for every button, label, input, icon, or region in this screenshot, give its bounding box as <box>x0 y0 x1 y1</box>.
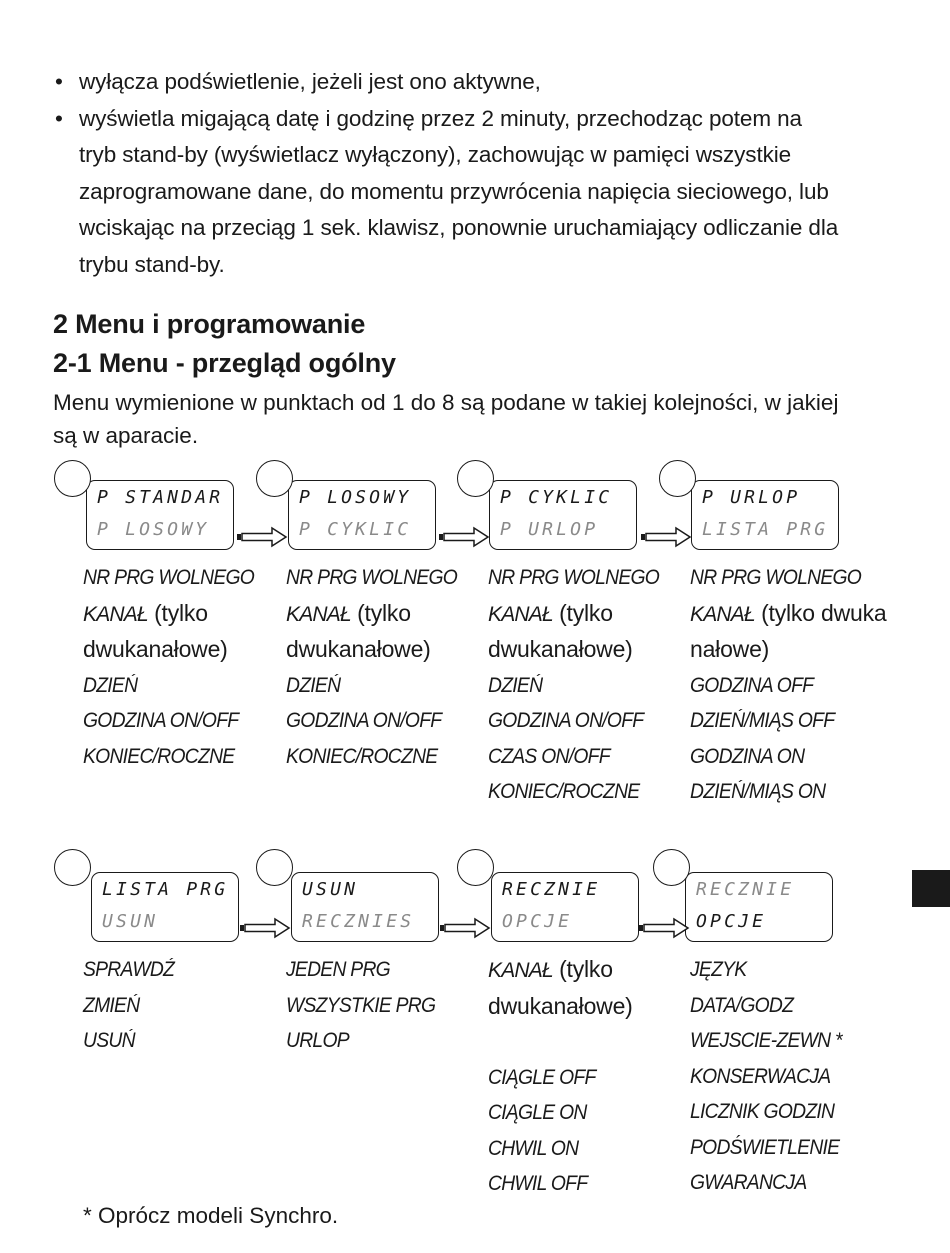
option-item: KONSERWACJA <box>690 1064 831 1088</box>
display-line-active: P LOSOWY <box>299 487 412 508</box>
option-item: CHWIL OFF <box>488 1172 588 1195</box>
footnote: * Oprócz modeli Synchro. <box>83 1203 339 1228</box>
option-item: NR PRG WOLNEGO <box>83 566 255 589</box>
display-line-active: P CYKLIC <box>500 487 613 508</box>
step-circle <box>659 460 696 497</box>
option-item: GODZINA ON <box>690 744 805 768</box>
bullet-item <box>53 64 913 101</box>
bullet-symbol: • <box>55 105 63 131</box>
menu-display-2 <box>288 480 436 550</box>
option-note: (tylko <box>552 956 613 982</box>
option-item: CHWIL ON <box>488 1136 579 1160</box>
option-item: JEDEN PRG <box>286 958 390 981</box>
display-line-active: RECZNIE <box>502 879 601 900</box>
step-circle <box>457 460 494 497</box>
display-line-active: P STANDAR <box>97 487 224 508</box>
option-item <box>690 596 930 633</box>
option-item: WSZYSTKIE PRG <box>286 993 436 1017</box>
option-item <box>488 952 688 989</box>
option-item: GODZINA ON/OFF <box>286 709 442 732</box>
bullet-list <box>53 64 913 284</box>
option-item: KONIEC/ROCZNE <box>83 744 235 768</box>
step-circle <box>256 460 293 497</box>
option-item: NR PRG WOLNEGO <box>488 566 660 589</box>
menu-6-options <box>286 952 486 1059</box>
menu-3-options <box>488 560 688 810</box>
section-heading: 2 Menu i programowanie <box>53 309 366 339</box>
bullet-symbol: • <box>55 69 63 94</box>
bullet-line: wyświetla migającą datę i godzinę przez 2 minuty, przechodząc potem na <box>79 105 802 131</box>
display-line-next: USUN <box>102 911 159 932</box>
option-item: DZIEŃ <box>488 673 543 697</box>
next-arrow-icon <box>640 526 692 548</box>
display-line-next: LISTA PRG <box>702 519 829 540</box>
option-item: URLOP <box>286 1029 349 1052</box>
option-label: KANAŁ <box>690 602 755 626</box>
option-item: DZIEŃ <box>83 673 138 697</box>
display-line-active: OPCJE <box>696 911 767 932</box>
option-item: LICZNIK GODZIN <box>690 1100 835 1123</box>
option-label: KANAŁ <box>488 959 553 982</box>
display-line-next: RECZNIES <box>302 911 415 932</box>
next-arrow-icon <box>638 917 690 939</box>
intro-paragraph <box>53 386 913 452</box>
option-item: GWARANCJA <box>690 1171 807 1194</box>
display-line-active: P URLOP <box>702 487 801 508</box>
step-circle <box>653 849 690 886</box>
menu-display-1 <box>86 480 234 550</box>
option-item: JĘZYK <box>690 958 747 981</box>
menu-2-options <box>286 560 486 774</box>
option-note: (tylko <box>350 599 411 626</box>
option-item: CIĄGLE OFF <box>488 1065 596 1089</box>
bullet-line: wciskając na przeciąg 1 sek. klawisz, ponownie uruchamiający odliczanie dla <box>79 215 839 241</box>
option-item: DZIEŃ <box>286 673 341 697</box>
option-item <box>83 596 283 633</box>
menu-1-options <box>83 560 283 774</box>
display-line-active: USUN <box>302 879 359 900</box>
display-line-next: P URLOP <box>500 519 599 540</box>
option-item <box>488 596 688 633</box>
option-item <box>286 596 486 633</box>
option-item: DZIEŃ/MIĄS ON <box>690 780 826 803</box>
bullet-item <box>53 101 913 284</box>
bullet-line: trybu stand-by. <box>79 251 225 277</box>
option-item: WEJSCIE-ZEWN * <box>690 1029 842 1052</box>
menu-8-options <box>690 952 890 1201</box>
menu-display-8 <box>685 872 833 942</box>
option-item: USUŃ <box>83 1029 135 1052</box>
intro-line: Menu wymienione w punktach od 1 do 8 są podane w takiej kolejności, w jakiej <box>53 390 839 415</box>
display-line-active: LISTA PRG <box>102 879 229 900</box>
option-item: PODŚWIETLENIE <box>690 1135 840 1159</box>
menu-5-options <box>83 952 283 1059</box>
subsection-heading: 2-1 Menu - przegląd ogólny <box>53 348 396 378</box>
menu-display-6 <box>291 872 439 942</box>
option-item: CZAS ON/OFF <box>488 744 610 768</box>
next-arrow-icon <box>438 526 490 548</box>
menu-display-7 <box>491 872 639 942</box>
step-circle <box>54 460 91 497</box>
option-item: SPRAWDŹ <box>83 958 175 981</box>
step-circle <box>457 849 494 886</box>
bullet-line: zaprogramowane dane, do momentu przywrócenia napięcia sieciowego, lub <box>79 178 829 204</box>
menu-display-5 <box>91 872 239 942</box>
option-item: GODZINA OFF <box>690 673 814 697</box>
next-arrow-icon <box>439 917 491 939</box>
option-note: (tylko <box>552 599 613 626</box>
menu-display-4 <box>691 480 839 550</box>
option-item: DATA/GODZ <box>690 993 794 1017</box>
option-label: KANAŁ <box>488 602 553 626</box>
option-item: KONIEC/ROCZNE <box>488 780 640 803</box>
display-line-next: P CYKLIC <box>299 519 412 540</box>
bullet-line: tryb stand-by (wyświetlacz wyłączony), zachowując w pamięci wszystkie <box>79 142 792 168</box>
option-note: (tylko <box>147 599 208 626</box>
next-arrow-icon <box>239 917 291 939</box>
option-note: dwukanałowe) <box>286 636 431 662</box>
display-line-previous: RECZNIE <box>696 879 795 900</box>
display-line-next: P LOSOWY <box>97 519 210 540</box>
option-item: NR PRG WOLNEGO <box>690 566 862 589</box>
option-label: KANAŁ <box>83 602 148 626</box>
option-note: dwukanałowe) <box>488 636 633 662</box>
option-label: KANAŁ <box>286 602 351 626</box>
next-arrow-icon <box>236 526 288 548</box>
step-circle <box>256 849 293 886</box>
menu-7-options <box>488 952 688 1202</box>
option-item: NR PRG WOLNEGO <box>286 566 458 589</box>
display-line-next: OPCJE <box>502 911 573 932</box>
spacer <box>488 1024 688 1060</box>
option-item: ZMIEŃ <box>83 993 140 1017</box>
option-item: CIĄGLE ON <box>488 1101 587 1124</box>
menu-4-options <box>690 560 930 810</box>
bullet-text: wyłącza podświetlenie, jeżeli jest ono aktywne, <box>79 69 541 94</box>
option-item: KONIEC/ROCZNE <box>286 744 438 768</box>
option-item: GODZINA ON/OFF <box>488 709 644 732</box>
option-item: GODZINA ON/OFF <box>83 709 239 732</box>
option-note: (tylko dwuka <box>754 599 887 626</box>
page-tab-marker <box>912 870 950 907</box>
menu-display-3 <box>489 480 637 550</box>
option-note: nałowe) <box>690 636 770 662</box>
option-note: dwukanałowe) <box>488 992 633 1019</box>
intro-line: są w aparacie. <box>53 423 199 448</box>
option-item: DZIEŃ/MIĄS OFF <box>690 709 835 732</box>
step-circle <box>54 849 91 886</box>
option-note: dwukanałowe) <box>83 636 228 662</box>
